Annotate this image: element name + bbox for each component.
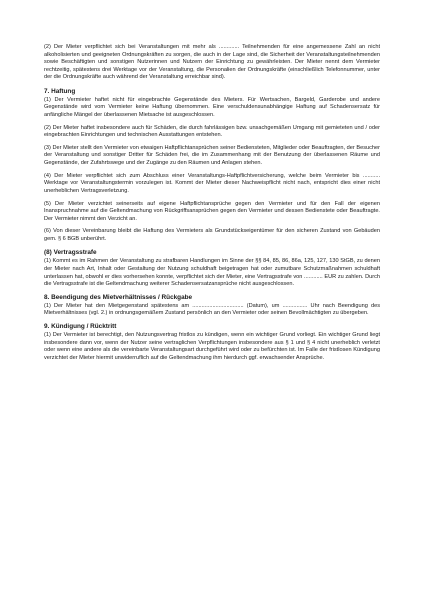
paragraph-beendigung-1: (1) Der Mieter hat den Mietgegenstand spätestens am ................................. (Datum), um ................ Uhr nach Beendigung des Mietverhältnisses (vgl. 2.) in ordnungsgemäßem Zustand persönlich an den Vermieter oder seinen Bevollmächtigten zu übergeben. [44, 302, 380, 317]
section-heading-beendigung: 8. Beendigung des Mietverhältnisses / Rückgabe [44, 293, 193, 301]
section-heading-kuendigung: 9. Kündigung / Rücktritt [44, 323, 117, 331]
section-heading-haftung: 7. Haftung [44, 87, 76, 95]
paragraph-haftung-2: (2) Der Mieter haftet insbesondere auch für Schäden, die durch fahrlässigen bzw. unsachgemäßen Umgang mit gemieteten und / oder eingebrachten Einrichtungen und technischen Ausstattungen entstehen. [44, 124, 380, 139]
paragraph-haftung-4: (4) Der Mieter verpflichtet sich zum Abschluss einer Veranstaltungs-Haftpflichtversicherung, welche beim Vermieter bis ........... Werktage vor Veranstaltungstermin vorzulegen ist. Kommt der Mieter dieser Nachweispflicht nicht nach, entspricht dies einer nicht unerheblichen Vertragsverletzung. [44, 172, 380, 194]
paragraph-kuendigung-1: (1) Der Vermieter ist berechtigt, den Nutzungsvertrag fristlos zu kündigen, wenn ein wichtiger Grund vorliegt. Ein wichtiger Grund liegt insbesondere dann vor, wenn der Nutzer seine vertraglichen Verpflichtungen insbesondere aus § 1 und § 4 nicht unerheblich verletzt oder wenn eine andere als die vereinbarte Veranstaltungsart durchgeführt wird oder zu befürchten ist. Im Falle der fristlosen Kündigung verzichtet der Mieter hiermit unwiderruflich auf die Geltendmachung ihm hierdurch ggf. erwachsender Ansprüche. [44, 332, 380, 361]
paragraph-haftung-6: (6) Von dieser Vereinbarung bleibt die Haftung des Vermieters als Grundstückseigentümer für den sicheren Zustand von Gebäuden gem. § 6 BGB unberührt. [44, 228, 380, 242]
paragraph-vertragsstrafe-1: (1) Kommt es im Rahmen der Veranstaltung zu strafbaren Handlungen im Sinne der §§ 84, 85, 86, 86a, 125, 127, 130 StGB, zu denen der Mieter nach Art, Inhalt oder Gestaltung der Nutzung schuldhaft beigetragen hat oder zumutbare Schutzmaßnahmen schuldhaft unterlassen hat, obwohl er dies vorhersehen konnte, verpflichtet sich der Mieter, eine Vertragsstrafe von ............ EUR zu zahlen. Durch die Vertragsstrafe ist die Geltendmachung weiterer Schadensersatzansprüche nicht ausgeschlossen. [44, 258, 380, 288]
paragraph-haftung-1: (1) Der Vermieter haftet nicht für eingebrachte Gegenstände des Mieters. Für Wertsachen, Bargeld, Garderobe und andere Gegenstände wird vom Vermieter keine Haftung übernommen. Eine verschuldensunabhängige Haftung auf Schadensersatz für anfängliche Mängel der überlassenen Mietsache ist ausgeschlossen. [44, 96, 380, 118]
paragraph-ordnungskraefte: (2) Der Mieter verpflichtet sich bei Veranstaltungen mit mehr als ............. Teilnehmenden für eine angemessene Zahl an nicht alkoholisierten und geeigneten Ordnungskräften zu sorgen, die auch in der Lage sind, die Sicherheit der Veranstaltungsteilnehmenden sowie Beschäftigten und sonstigen Nutzerinnen und Nutzern der Einrichtung zu gewährleisten. Der Mieter nennt dem Vermieter rechtzeitig, spätestens drei Werktage vor der Veranstaltung, die Personalien der Ordnungskräfte (einschließlich Telefonnummer, unter der die Ordnungskräfte auch während der Veranstaltung erreichbar sind). [44, 44, 380, 81]
section-heading-vertragsstrafe: (8) Vertragsstrafe [44, 249, 97, 257]
paragraph-haftung-3: (3) Der Mieter stellt den Vermieter von etwaigen Haftpflichtansprüchen seiner Bediensteten, Mitglieder oder Beauftragten, der Besucher der Veranstaltung und sonstiger Dritter für Schäden frei, die im Zusammenhang mit der Benutzung der überlassenen Räume und Gegenstände, der Zufahrtswege und der Zugänge zu den Räumen und Anlagen stehen. [44, 144, 380, 166]
paragraph-haftung-5: (5) Der Mieter verzichtet seinerseits auf eigene Haftpflichtansprüche gegen den Vermieter und für den Fall der eigenen Inanspruchnahme auf die Geltendmachung von Rückgriffsansprüchen gegen den Vermieter und dessen Bedienstete oder Beauftragte. Der Vermieter nimmt den Verzicht an. [44, 200, 380, 222]
